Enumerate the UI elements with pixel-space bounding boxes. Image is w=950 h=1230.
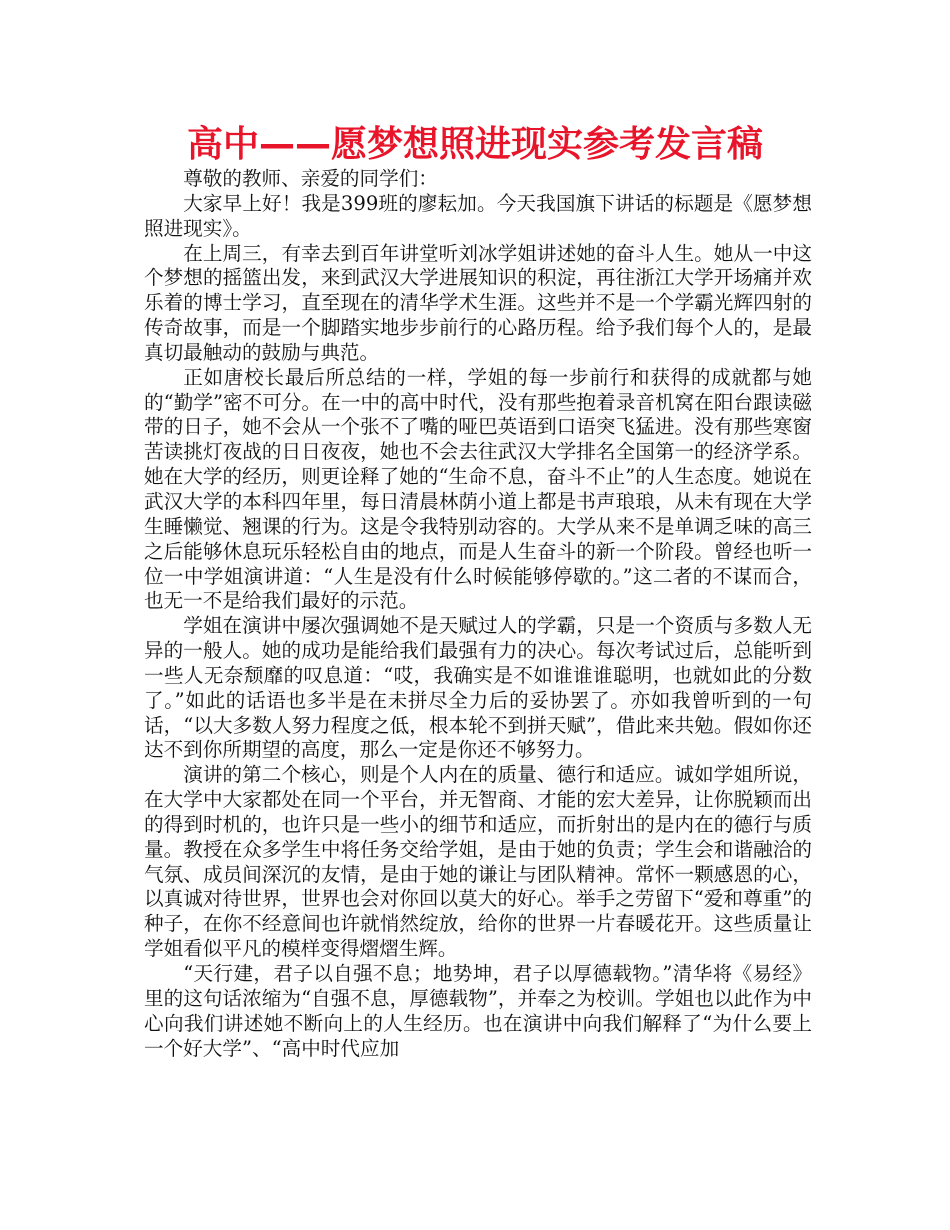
document-body <box>144 167 812 1061</box>
paragraph-effort: 学姐在演讲中屡次强调她不是天赋过人的学霸，只是一个资质与多数人无异的一般人。她的成功是能给我们最强有力的决心。每次考试过后，总能听到一些人无奈颓靡的叹息道：“哎，我确实是不如谁谁谁聪明，也就如此的分数了。”如此的话语也多半是在未拼尽全力后的妥协罢了。亦如我曾听到的一句话，“以大多数人努力程度之低，根本轮不到拼天赋”，借此来共勉。假如你还达不到你所期望的高度，那么一定是你还不够努力。 <box>144 614 812 762</box>
paragraph-motto: “天行建，君子以自强不息；地势坤，君子以厚德载物。”清华将《易经》里的这句话浓缩为“自强不息，厚德载物”，并奉之为校训。学姐也以此作为中心向我们讲述她不断向上的人生经历。也在演讲中向我们解释了“为什么要上一个好大学”、“高中时代应加 <box>144 962 812 1060</box>
document-title: 高中——愿梦想照进现实参考发言稿 <box>186 124 763 165</box>
paragraph-salutation: 尊敬的教师、亲爱的同学们： <box>183 167 438 190</box>
paragraph-intro: 在上周三，有幸去到百年讲堂听刘冰学姐讲述她的奋斗人生。她从一中这个梦想的摇篮出发，来到武汉大学进展知识的积淀，再往浙江大学开场痛并欢乐着的博士学习，直至现在的清华学术生涯。这些并不是一个学霸光辉四射的传奇故事，而是一个脚踏实地步步前行的心路历程。给予我们每个人的，是最真切最触动的鼓励与典范。 <box>144 241 812 364</box>
paragraph-character: 演讲的第二个核心，则是个人内在的质量、德行和适应。诚如学姐所说，在大学中大家都处在同一个平台，并无智商、才能的宏大差异，让你脱颖而出的得到时机的，也许只是一些小的细节和适应，而折射出的是内在的德行与质量。教授在众多学生中将任务交给学姐，是由于她的负责；学生会和谐融洽的气氛、成员间深沉的友情，是由于她的谦让与团队精神。常怀一颗感恩的心，以真诚对待世界，世界也会对你回以莫大的好心。举手之劳留下“爱和尊重”的种子，在你不经意间也许就悄然绽放，给你的世界一片春暖花开。这些质量让学姐看似平凡的模样变得熠熠生辉。 <box>144 763 812 961</box>
paragraph-diligence: 正如唐校长最后所总结的一样，学姐的每一步前行和获得的成就都与她的“勤学”密不可分。在一中的高中时代，没有那些抱着录音机窝在阳台跟读磁带的日子，她不会从一个张不了嘴的哑巴英语到口语突飞猛进。没有那些寒窗苦读挑灯夜战的日日夜夜，她也不会去往武汉大学排名全国第一的经济学系。她在大学的经历，则更诠释了她的“生命不息，奋斗不止”的人生态度。她说在武汉大学的本科四年里，每日清晨林荫小道上都是书声琅琅，从未有现在大学生睡懒觉、翘课的行为。这是令我特别动容的。大学从来不是单调乏味的高三之后能够休息玩乐轻松自由的地点，而是人生奋斗的新一个阶段。曾经也听一位一中学姐演讲道：“人生是没有什么时候能够停歇的。”这二者的不谋而合，也无一不是给我们最好的示范。 <box>144 365 812 613</box>
paragraph-greeting: 大家早上好！我是399班的廖耘加。今天我国旗下讲话的标题是《愿梦想照进现实》。 <box>144 191 812 240</box>
